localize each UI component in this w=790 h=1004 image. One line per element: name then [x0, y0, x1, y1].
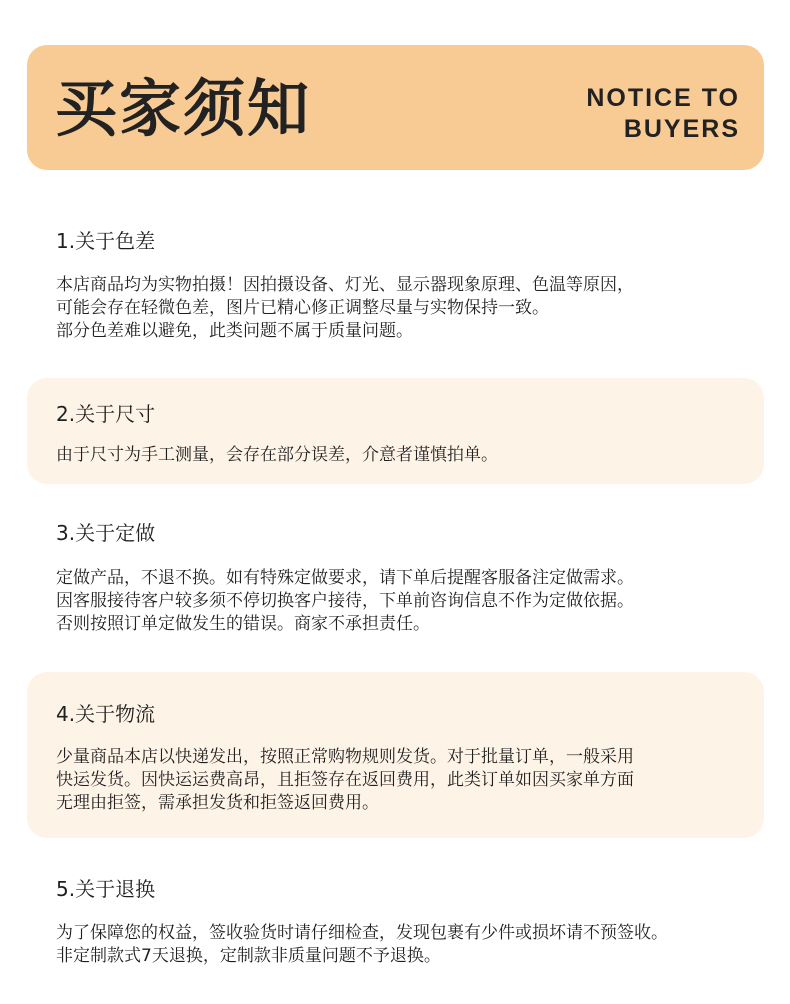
section-logistics: [27, 672, 764, 838]
section-title: 5.关于退换: [56, 877, 156, 901]
page-title: 买家须知: [55, 72, 312, 145]
section-body: [56, 746, 764, 815]
section-body: [56, 567, 764, 636]
header-banner: [27, 45, 764, 170]
section-color-difference: [27, 200, 764, 360]
body-line: 少量商品本店以快递发出，按照正常购物规则发货。对于批量订单，一般采用: [56, 747, 634, 767]
english-subtitle-line: BUYERS: [623, 115, 740, 143]
body-line: 为了保障您的权益，签收验货时请仔细检查，发现包裹有少件或损坏请不预签收。: [56, 923, 668, 943]
section-custom-orders: [27, 500, 764, 660]
body-line: 无理由拒签，需承担发货和拒签返回费用。: [56, 793, 379, 813]
section-returns: [27, 860, 764, 990]
body-line: 因客服接待客户较多须不停切换客户接待，下单前咨询信息不作为定做依据。: [56, 591, 634, 611]
body-line: 部分色差难以避免，此类问题不属于质量问题。: [56, 321, 413, 341]
body-line: 快运发货。因快运运费高昂，且拒签存在返回费用，此类订单如因买家单方面: [56, 770, 634, 790]
section-body: [56, 922, 764, 968]
body-line: 本店商品均为实物拍摄！因拍摄设备、灯光、显示器现象原理、色温等原因，: [56, 275, 634, 295]
body-line: 定做产品，不退不换。如有特殊定做要求，请下单后提醒客服备注定做需求。: [56, 568, 634, 588]
body-line: 非定制款式7天退换，定制款非质量问题不予退换。: [56, 946, 441, 966]
section-title: 1.关于色差: [56, 229, 156, 253]
body-line: 由于尺寸为手工测量，会存在部分误差，介意者谨慎拍单。: [56, 445, 498, 465]
section-body: [56, 444, 764, 467]
english-subtitle-line: NOTICE TO: [586, 84, 740, 112]
section-title: 3.关于定做: [56, 521, 156, 545]
body-line: 可能会存在轻微色差，图片已精心修正调整尽量与实物保持一致。: [56, 298, 549, 318]
section-size: [27, 378, 764, 484]
body-line: 否则按照订单定做发生的错误。商家不承担责任。: [56, 614, 430, 634]
section-title: 4.关于物流: [56, 702, 156, 726]
section-body: [56, 274, 764, 343]
section-title: 2.关于尺寸: [56, 402, 156, 426]
english-subtitle: [586, 83, 740, 145]
